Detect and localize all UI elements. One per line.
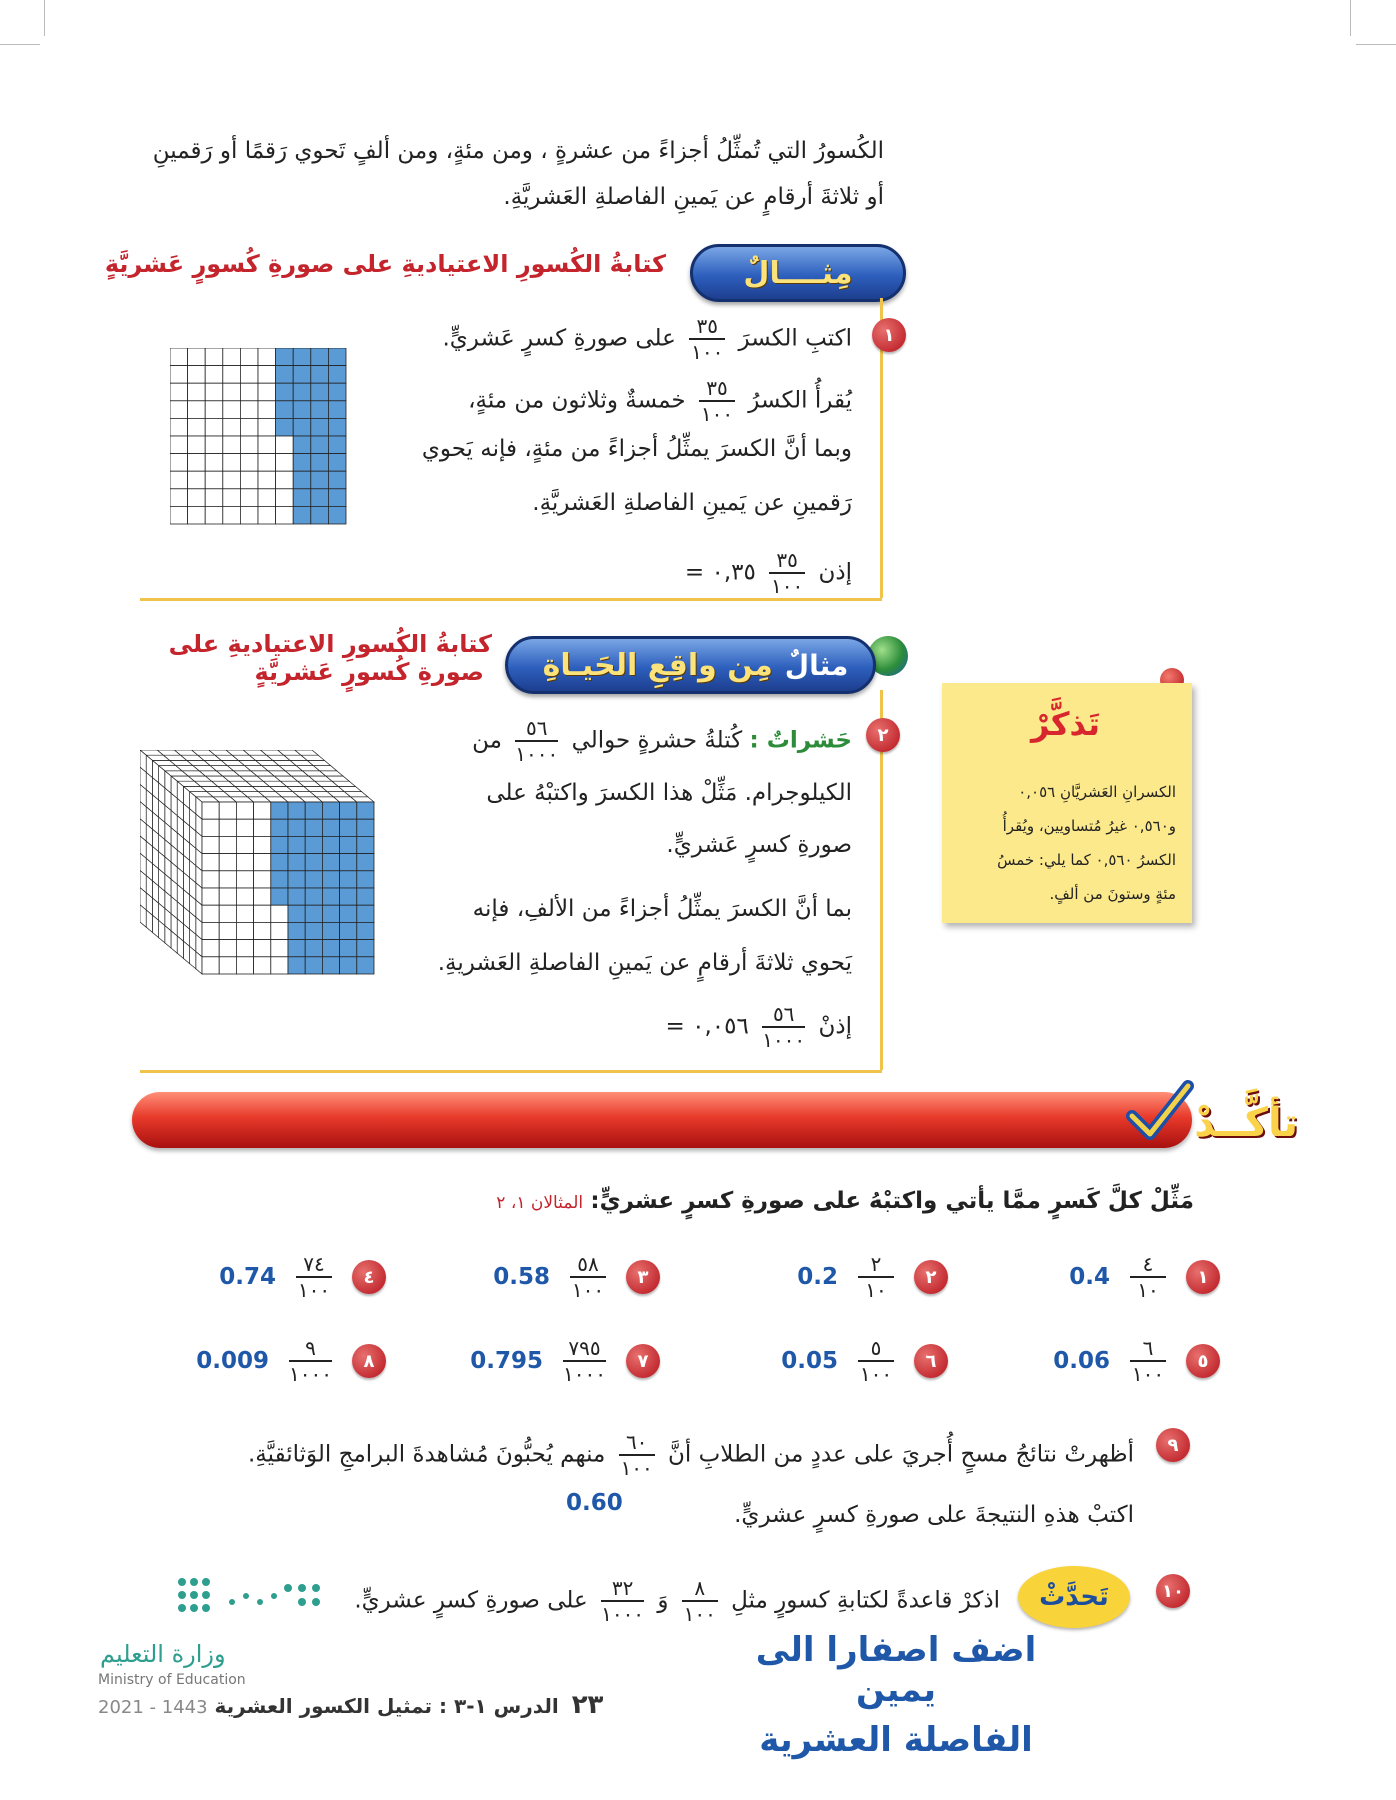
handwritten-answer: 0.60 xyxy=(566,1490,623,1516)
cube-cell xyxy=(322,888,339,905)
cube-cell xyxy=(357,871,374,888)
handwritten-answer: 0.74 xyxy=(219,1264,276,1290)
cube-cell xyxy=(254,888,271,905)
cube-cell xyxy=(202,957,219,974)
grid-cell xyxy=(240,436,258,454)
cube-cell xyxy=(202,836,219,853)
handwritten-answer: 0.2 xyxy=(797,1264,838,1290)
grid-cell xyxy=(276,383,294,401)
exercise-number: ٤ xyxy=(352,1260,386,1294)
grid-cell xyxy=(170,471,188,489)
cube-cell xyxy=(236,802,253,819)
cube-cell xyxy=(271,905,288,922)
cube-cell xyxy=(322,836,339,853)
example-prompt: اكتبِ الكسرَ $\frac{٣٥}{١٠٠}$ على صورةِ كسرٍ عَشريٍّ. xyxy=(442,314,852,364)
grid-cell xyxy=(223,366,241,384)
cube-cell xyxy=(357,819,374,836)
grid-cell xyxy=(293,348,311,366)
example-conclusion: إذنْ $\frac{٥٦}{١٠٠٠}$ ٠,٠٥٦ = xyxy=(665,1002,852,1052)
cube-cell xyxy=(288,802,305,819)
example-badge: مِثــــالٌ xyxy=(690,244,906,302)
cube-cell xyxy=(254,905,271,922)
cube-cell xyxy=(236,888,253,905)
exercise-fraction: $\frac{٥}{١٠٠}$ xyxy=(859,1336,893,1386)
cube-cell xyxy=(202,802,219,819)
grid-cell xyxy=(188,383,206,401)
grid-cell xyxy=(188,471,206,489)
hundred-grid xyxy=(170,348,348,526)
cube-cell xyxy=(288,957,305,974)
cube-cell xyxy=(305,957,322,974)
grid-cell xyxy=(293,506,311,524)
grid-cell xyxy=(223,418,241,436)
crop-mark xyxy=(1356,44,1396,45)
page-footer: 2021 - 1443 ٢٣ الدرس ١-٣ : تمثيل الكسور العشرية xyxy=(98,1690,604,1720)
ministry-logo: وزارة التعليم xyxy=(100,1640,226,1668)
grid-cell xyxy=(170,489,188,507)
grid-cell xyxy=(276,418,294,436)
exercise-fraction: $\frac{٢}{١٠}$ xyxy=(858,1252,894,1302)
grid-cell xyxy=(258,383,276,401)
exercise-item xyxy=(1053,1336,1220,1386)
grid-cell xyxy=(293,383,311,401)
grid-cell xyxy=(188,401,206,419)
example-frame xyxy=(140,1070,882,1073)
grid-cell xyxy=(328,489,346,507)
cube-cell xyxy=(322,905,339,922)
grid-cell xyxy=(258,489,276,507)
grid-cell xyxy=(328,471,346,489)
handwritten-answer: 0.58 xyxy=(493,1264,550,1290)
grid-cell xyxy=(240,401,258,419)
grid-cell xyxy=(223,436,241,454)
grid-cell xyxy=(328,366,346,384)
grid-cell xyxy=(170,348,188,366)
cube-cell xyxy=(357,957,374,974)
exercise-item xyxy=(781,1336,948,1386)
cube-cell xyxy=(271,940,288,957)
grid-cell xyxy=(205,418,223,436)
example-line: صورةِ كسرٍ عَشريٍّ. xyxy=(666,832,852,858)
handwritten-answer: 0.05 xyxy=(781,1348,838,1374)
cube-cell xyxy=(340,940,357,957)
question-text: اذكرْ قاعدةً لكتابةِ كسورٍ مثلِ $\frac{٨}{١٠٠}$ وَ $\frac{٣٢}{١٠٠٠}$ على صورةِ كسرٍ عشريٍّ. xyxy=(354,1576,1000,1626)
grid-cell xyxy=(328,454,346,472)
grid-cell xyxy=(188,366,206,384)
vision-2030-logo xyxy=(172,1572,332,1618)
grid-cell xyxy=(328,506,346,524)
example-title: كتابةُ الكُسورِ الاعتياديةِ على صورةِ كُسورٍ عَشريَّةٍ xyxy=(168,630,492,686)
cube-cell xyxy=(305,905,322,922)
grid-cell xyxy=(311,401,329,419)
cube-cell xyxy=(340,819,357,836)
example-line: يَحوي ثلاثةَ أرقامٍ عن يَمينِ الفاصلةِ العَشريةِ. xyxy=(437,950,852,976)
grid-cell xyxy=(240,348,258,366)
cube-cell xyxy=(322,854,339,871)
cube-cell xyxy=(322,819,339,836)
crop-mark xyxy=(0,44,40,45)
handwritten-answer: 0.795 xyxy=(470,1348,544,1374)
grid-cell xyxy=(223,471,241,489)
grid-cell xyxy=(293,366,311,384)
cube-cell xyxy=(202,922,219,939)
cube-cell xyxy=(305,940,322,957)
exercise-fraction: $\frac{٧٤}{١٠٠}$ xyxy=(297,1252,331,1302)
grid-cell xyxy=(293,401,311,419)
grid-cell xyxy=(311,436,329,454)
grid-cell xyxy=(293,489,311,507)
cube-cell xyxy=(288,871,305,888)
grid-cell xyxy=(205,348,223,366)
grid-cell xyxy=(311,418,329,436)
grid-cell xyxy=(188,506,206,524)
cube-cell xyxy=(202,819,219,836)
intro-paragraph xyxy=(144,128,884,220)
exercise-number: ١ xyxy=(1186,1260,1220,1294)
checkmark-icon xyxy=(1124,1076,1196,1148)
cube-cell xyxy=(288,819,305,836)
cube-cell xyxy=(254,871,271,888)
cube-cell xyxy=(236,940,253,957)
grid-cell xyxy=(328,383,346,401)
cube-cell xyxy=(357,836,374,853)
cube-cell xyxy=(305,854,322,871)
grid-cell xyxy=(223,348,241,366)
cube-cell xyxy=(357,802,374,819)
handwritten-answer: 0.009 xyxy=(196,1348,270,1374)
grid-cell xyxy=(170,383,188,401)
cube-cell xyxy=(254,819,271,836)
exercise-fraction: $\frac{٩}{١٠٠٠}$ xyxy=(289,1336,332,1386)
cube-cell xyxy=(288,836,305,853)
grid-cell xyxy=(258,418,276,436)
example-number: ٢ xyxy=(866,718,900,752)
cube-cell xyxy=(305,819,322,836)
example-number: ١ xyxy=(872,318,906,352)
exercise-item xyxy=(219,1252,386,1302)
remember-note xyxy=(942,683,1192,923)
cube-cell xyxy=(202,871,219,888)
cube-cell xyxy=(288,888,305,905)
example-line: حَشراتٌ : كُتلةُ حشرةٍ حوالي $\frac{٥٦}{١٠٠٠}$ من xyxy=(472,716,852,766)
grid-cell xyxy=(240,366,258,384)
grid-cell xyxy=(205,383,223,401)
cube-cell xyxy=(340,922,357,939)
cube-cell xyxy=(357,922,374,939)
grid-cell xyxy=(276,454,294,472)
grid-cell xyxy=(328,418,346,436)
grid-cell xyxy=(170,436,188,454)
cube-cell xyxy=(254,836,271,853)
grid-cell xyxy=(276,348,294,366)
grid-cell xyxy=(293,436,311,454)
cube-cell xyxy=(340,836,357,853)
grid-cell xyxy=(293,418,311,436)
grid-cell xyxy=(311,506,329,524)
cube-cell xyxy=(305,888,322,905)
handwritten-answer: 0.06 xyxy=(1053,1348,1110,1374)
grid-cell xyxy=(188,348,206,366)
cube-cell xyxy=(219,905,236,922)
cube-cell xyxy=(322,871,339,888)
grid-cell xyxy=(311,366,329,384)
cube-cell xyxy=(340,871,357,888)
cube-cell xyxy=(219,940,236,957)
exercise-fraction: $\frac{٦}{١٠٠}$ xyxy=(1131,1336,1165,1386)
grid-cell xyxy=(170,366,188,384)
cube-cell xyxy=(322,940,339,957)
cube-cell xyxy=(288,905,305,922)
grid-cell xyxy=(170,401,188,419)
ministry-logo-en: Ministry of Education xyxy=(98,1672,246,1688)
cube-cell xyxy=(254,802,271,819)
cube-cell xyxy=(254,922,271,939)
check-banner xyxy=(132,1092,1192,1148)
grid-cell xyxy=(240,506,258,524)
grid-cell xyxy=(311,471,329,489)
grid-cell xyxy=(258,401,276,419)
grid-cell xyxy=(311,489,329,507)
grid-cell xyxy=(170,418,188,436)
cube-cell xyxy=(322,957,339,974)
cube-cell xyxy=(340,957,357,974)
exercise-fraction: $\frac{٥٨}{١٠٠}$ xyxy=(571,1252,605,1302)
grid-cell xyxy=(223,489,241,507)
cube-cell xyxy=(305,922,322,939)
cube-cell xyxy=(202,905,219,922)
cube-cell xyxy=(271,888,288,905)
grid-cell xyxy=(240,489,258,507)
cube-cell xyxy=(219,854,236,871)
grid-cell xyxy=(188,489,206,507)
grid-cell xyxy=(293,454,311,472)
talk-badge: تَحدَّثْ xyxy=(1018,1566,1130,1628)
grid-cell xyxy=(188,436,206,454)
question-number: ١٠ xyxy=(1156,1574,1190,1608)
example-line: بما أنَّ الكسرَ يمثِّلُ أجزاءً من الألفِ، فإنه xyxy=(472,896,852,922)
grid-cell xyxy=(258,506,276,524)
question-number: ٩ xyxy=(1156,1428,1190,1462)
grid-cell xyxy=(258,454,276,472)
cube-cell xyxy=(288,940,305,957)
grid-cell xyxy=(188,454,206,472)
exercise-item xyxy=(493,1252,660,1302)
check-title: تأكَّــدْ xyxy=(1194,1100,1298,1146)
exercise-fraction: $\frac{٤}{١٠}$ xyxy=(1130,1252,1166,1302)
exercise-number: ٥ xyxy=(1186,1344,1220,1378)
grid-cell xyxy=(223,401,241,419)
grid-cell xyxy=(170,506,188,524)
grid-cell xyxy=(258,348,276,366)
exercise-number: ٦ xyxy=(914,1344,948,1378)
example-line: الكيلوجرام. مَثِّلْ هذا الكسرَ واكتبْهُ على xyxy=(486,780,852,806)
cube-cell xyxy=(236,836,253,853)
grid-cell xyxy=(205,454,223,472)
grid-cell xyxy=(258,471,276,489)
cube-cell xyxy=(357,905,374,922)
example-conclusion: إذن $\frac{٣٥}{١٠٠}$ ٠,٣٥ = xyxy=(684,548,852,598)
grid-cell xyxy=(240,383,258,401)
cube-cell xyxy=(219,888,236,905)
grid-cell xyxy=(276,489,294,507)
grid-cell xyxy=(258,436,276,454)
thousand-cube xyxy=(140,750,410,982)
grid-cell xyxy=(240,471,258,489)
exercise-fraction: $\frac{٧٩٥}{١٠٠٠}$ xyxy=(563,1336,606,1386)
handwritten-answer: 0.4 xyxy=(1069,1264,1110,1290)
grid-cell xyxy=(276,506,294,524)
crop-mark xyxy=(44,0,45,36)
handwritten-answer: اضف اصفارا الى يمين الفاصلة العشرية xyxy=(755,1630,1037,1760)
cube-cell xyxy=(340,888,357,905)
exercise-item xyxy=(470,1336,660,1386)
cube-cell xyxy=(340,905,357,922)
exercise-number: ٨ xyxy=(352,1344,386,1378)
cube-cell xyxy=(236,905,253,922)
grid-cell xyxy=(205,366,223,384)
example-line: رَقمينِ عن يَمينِ الفاصلةِ العَشريَّةِ. xyxy=(532,490,852,516)
cube-cell xyxy=(288,854,305,871)
grid-cell xyxy=(258,366,276,384)
cube-cell xyxy=(202,854,219,871)
cube-cell xyxy=(236,957,253,974)
cube-cell xyxy=(254,957,271,974)
cube-cell xyxy=(219,922,236,939)
cube-cell xyxy=(202,940,219,957)
cube-cell xyxy=(219,802,236,819)
grid-cell xyxy=(205,436,223,454)
grid-cell xyxy=(276,366,294,384)
grid-cell xyxy=(205,401,223,419)
crop-mark xyxy=(1350,0,1351,36)
cube-cell xyxy=(236,819,253,836)
cube-cell xyxy=(271,922,288,939)
cube-cell xyxy=(236,871,253,888)
remember-title: تَذكَّرْ xyxy=(1030,705,1100,743)
cube-cell xyxy=(357,940,374,957)
grid-cell xyxy=(311,383,329,401)
intro-line: الكُسورُ التي تُمثِّلُ أجزاءً من عشرةٍ ، ومن مئةٍ، ومن ألفٍ تَحوي رَقمًا أو رَقمينِ xyxy=(152,138,884,164)
cube-cell xyxy=(357,854,374,871)
grid-cell xyxy=(240,454,258,472)
grid-cell xyxy=(276,471,294,489)
cube-cell xyxy=(271,871,288,888)
question-text: أظهرتْ نتائجُ مسحٍ أُجريَ على عددٍ من الطلابِ أنَّ $\frac{٦٠}{١٠٠}$ منهم يُحبُّونَ مُشاهدةَ البرامجِ الوَثائقيَّةِ. xyxy=(247,1430,1134,1480)
grid-cell xyxy=(328,436,346,454)
cube-cell xyxy=(340,802,357,819)
grid-cell xyxy=(170,454,188,472)
question-text: اكتبْ هذهِ النتيجةَ على صورةِ كسرٍ عشريٍّ. xyxy=(734,1502,1134,1528)
grid-cell xyxy=(293,471,311,489)
remember-body: الكسرانِ العَشريَّانِ ٠,٠٥٦ و٠,٥٦٠ غيرُ مُتساويين، ويُقرأُ الكسرُ ٠,٥٦٠ كما يلي: خمسُ مئةٍ وستونَ من ألفٍ. xyxy=(997,783,1176,903)
exercise-number: ٣ xyxy=(626,1260,660,1294)
exercise-item xyxy=(1069,1252,1220,1302)
grid-cell xyxy=(205,506,223,524)
exercise-number: ٧ xyxy=(626,1344,660,1378)
grid-cell xyxy=(328,348,346,366)
example-line: يُقرأُ الكسرُ $\frac{٣٥}{١٠٠}$ خمسةٌ وثلاثون من مئةٍ، xyxy=(468,376,852,426)
grid-cell xyxy=(205,471,223,489)
cube-cell xyxy=(288,922,305,939)
check-instruction: مَثِّلْ كلَّ كَسرٍ ممَّا يأتي واكتبْهُ على صورةِ كسرٍ عشريٍّ: المثالان ١، ٢ xyxy=(496,1188,1194,1214)
cube-cell xyxy=(305,836,322,853)
cube-cell xyxy=(219,871,236,888)
exercise-item xyxy=(196,1336,386,1386)
grid-cell xyxy=(188,418,206,436)
grid-cell xyxy=(311,454,329,472)
example-frame xyxy=(140,598,882,601)
grid-cell xyxy=(223,454,241,472)
cube-cell xyxy=(271,819,288,836)
grid-cell xyxy=(276,401,294,419)
cube-cell xyxy=(219,957,236,974)
cube-cell xyxy=(254,854,271,871)
real-life-badge: مِن واقِعِ الحَيـاةِ مثالٌ xyxy=(505,636,876,694)
grid-cell xyxy=(276,436,294,454)
cube-cell xyxy=(219,836,236,853)
grid-cell xyxy=(240,418,258,436)
example-title: كتابةُ الكُسورِ الاعتياديةِ على صورةِ كُسورٍ عَشريَّةٍ xyxy=(104,250,666,278)
cube-cell xyxy=(219,819,236,836)
cube-cell xyxy=(271,957,288,974)
cube-cell xyxy=(271,802,288,819)
cube-cell xyxy=(254,940,271,957)
cube-cell xyxy=(357,888,374,905)
cube-cell xyxy=(305,871,322,888)
example-line: وبما أنَّ الكسرَ يمثِّلُ أجزاءً من مئةٍ، فإنه يَحوي xyxy=(421,436,852,462)
exercise-number: ٢ xyxy=(914,1260,948,1294)
grid-cell xyxy=(205,489,223,507)
cube-cell xyxy=(322,802,339,819)
intro-line: أو ثلاثةَ أرقامٍ عن يَمينِ الفاصلةِ العَشريَّةِ. xyxy=(503,184,884,210)
cube-cell xyxy=(322,922,339,939)
cube-cell xyxy=(236,922,253,939)
grid-cell xyxy=(223,383,241,401)
grid-cell xyxy=(223,506,241,524)
grid-cell xyxy=(311,348,329,366)
cube-cell xyxy=(202,888,219,905)
cube-cell xyxy=(271,854,288,871)
cube-cell xyxy=(236,854,253,871)
exercise-item xyxy=(797,1252,948,1302)
cube-cell xyxy=(340,854,357,871)
cube-cell xyxy=(271,836,288,853)
cube-cell xyxy=(305,802,322,819)
grid-cell xyxy=(328,401,346,419)
